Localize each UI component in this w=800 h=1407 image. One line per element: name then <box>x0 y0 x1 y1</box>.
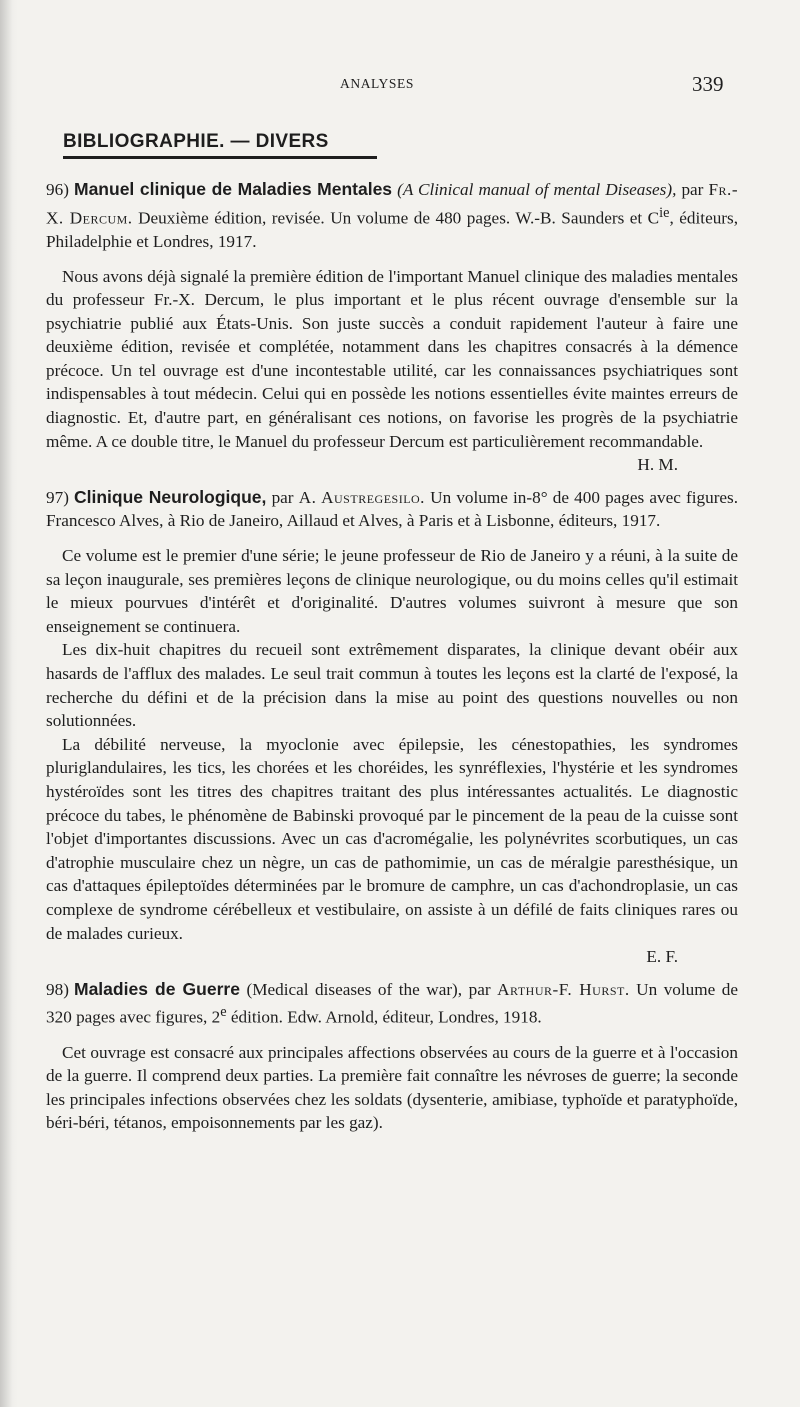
bibliography-entry <box>46 178 738 477</box>
entry-details: Deuxième édition, revisée. Un volume de 480 pages. W.-B. Saunders et C <box>138 208 660 228</box>
entry-subtitle: (Medical diseases of the war), <box>246 979 463 999</box>
running-head <box>0 72 800 98</box>
page-number: 339 <box>692 72 724 96</box>
bibliography-entry <box>46 978 738 1135</box>
entry-title: Manuel clinique de Maladies Mentales <box>74 179 393 199</box>
entry-number: 96) <box>46 180 69 199</box>
entry-author: Arthur-F. Hurst. <box>497 979 630 999</box>
entry-details-end: édition. Edw. Arnold, éditeur, Londres, 1918. <box>226 1008 542 1028</box>
entry-signature: E. F. <box>646 947 678 967</box>
entry-byline: par <box>681 180 704 199</box>
entry-details: Un volume de 320 pages avec figures, 2 <box>46 979 739 1028</box>
entry-subtitle: (A Clinical manual of mental Diseases), <box>397 180 677 199</box>
entry-paragraph: Les dix-huit chapitres du recueil sont extrêmement disparates, la clinique devant obéir aux hasards de l'afflux des malades. Le seul trait commun à toutes les leçons est la clarté de l'exposé, la recherche du défini et de la précision dans la mise au point des questions nouvelles ou non solutionnées. <box>46 640 738 731</box>
article-body <box>46 178 738 1135</box>
entry-byline: par <box>271 487 294 507</box>
entry-signature: H. M. <box>637 455 678 475</box>
entry-heading <box>46 178 738 254</box>
page-edge-shadow <box>0 0 18 1407</box>
entry-number: 97) <box>46 487 69 507</box>
entry-heading <box>46 978 738 1030</box>
entry-author: Fr.-X. Dercum. <box>46 180 739 228</box>
entry-paragraph: Cet ouvrage est consacré aux principales affections observées au cours de la guerre et à l'occasion de la guerre. Il comprend deux parties. La première fait connaître les névroses de guerre; la seconde les principales infections observées chez les soldats (dysenterie, amibiase, typhoïde et paratyphoïde, béri-béri, tétanos, empoisonnements par les gaz). <box>46 1042 738 1133</box>
entry-paragraph: La débilité nerveuse, la myoclonie avec épilepsie, les cénestopathies, les syndromes pluriglandulaires, les tics, les chorées et les choréides, les synréflexies, l'hystérie et les syndromes hystéroïdes sont les titres des chapitres traitant des plus intéressantes actualités. Le diagnostic précoce du tabes, le phénomène de Babinski provoqué par le pincement de la peau de la cuisse sont l'objet d'importantes discussions. Avec un cas d'acromégalie, les polynévrites scorbutiques, un cas d'atrophie musculaire chez un nègre, un cas de pathomimie, un cas de méralgie paresthésique, un cas d'attaques épileptoïdes déterminées par le bromure de camphre, un cas d'achondroplasie, un cas complexe de syndrome cérébelleux et vestibulaire, on assiste à un défilé de faits cliniques rares ou de malades curieux. <box>46 734 738 943</box>
section-title: BIBLIOGRAPHIE. — DIVERS <box>63 131 377 159</box>
entry-paragraph: Nous avons déjà signalé la première édition de l'important Manuel clinique des maladies mentales du professeur Fr.-X. Dercum, le plus important et le plus récent ouvrage d'ensemble sur la psychiatrie publié aux États-Unis. Son juste succès a conduit rapidement l'auteur à faire une deuxième édition, revisée et complétée, notamment dans les chapitres consacrés à la démence précoce. Un tel ouvrage est d'une incontestable utilité, car les connaissances psychiatriques sont indispensables à tout médecin. Celui qui en possède les notions essentielles évite maintes erreurs de diagnostic. Et, d'autre part, en généralisant ces notions, on favorise les progrès de la psychiatrie même. A ce double titre, le Manuel du professeur Dercum est particulièrement recommandable. <box>46 266 738 451</box>
bibliography-entry <box>46 486 738 969</box>
entry-author: A. Austregesilo. <box>298 487 425 507</box>
running-head-title: ANALYSES <box>340 76 414 91</box>
entry-details-superscript: ie <box>659 204 670 221</box>
entry-heading <box>46 486 738 533</box>
entry-details-end: , éditeurs, Philadelphie et Londres, 1917. <box>46 208 738 251</box>
entry-details-superscript: e <box>220 1004 227 1021</box>
entry-details: Un volume in-8° de 400 pages avec figures. Francesco Alves, à Rio de Janeiro, Aillaud et Alves, à Paris et à Lisbonne, éditeurs, 1917. <box>46 487 739 531</box>
entry-byline: par <box>468 979 491 999</box>
entry-title: Clinique Neurologique, <box>74 486 267 507</box>
entry-title: Maladies de Guerre <box>74 978 240 999</box>
entry-paragraph: Ce volume est le premier d'une série; le jeune professeur de Rio de Janeiro y a réuni, à la suite de sa leçon inaugurale, ses premières leçons de clinique neurologique, ou du moins celles qu'il estimait le mieux pourvues d'intérêt et d'originalité. D'autres volumes suivront à mesure que son enseignement se continuera. <box>46 546 738 636</box>
entry-number: 98) <box>46 979 69 999</box>
